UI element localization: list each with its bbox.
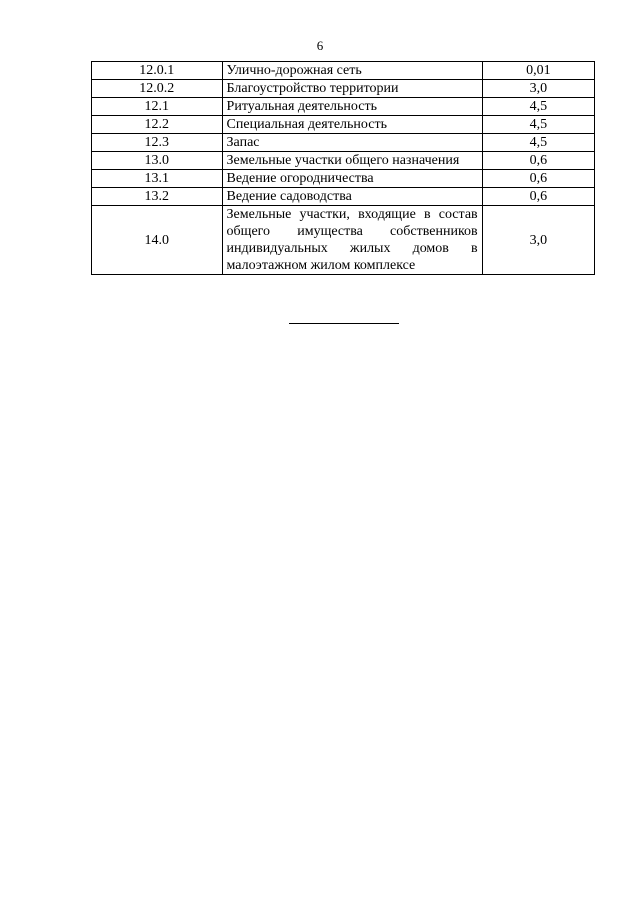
row-name: Ведение огородничества [222,170,482,188]
table-row [92,206,595,275]
row-code: 12.3 [92,134,223,152]
row-code: 13.1 [92,170,223,188]
table-row [92,98,595,116]
row-code: 12.0.2 [92,80,223,98]
row-code: 12.1 [92,98,223,116]
row-value: 4,5 [482,116,594,134]
table-row [92,80,595,98]
row-name: Специальная деятельность [222,116,482,134]
row-code: 12.0.1 [92,62,223,80]
row-code: 14.0 [92,206,223,275]
row-code: 13.0 [92,152,223,170]
row-name: Запас [222,134,482,152]
row-name: Благоустройство территории [222,80,482,98]
row-name: Земельные участки, входящие в состав общего имущества собственников индивидуальных жилых домов в малоэтажном жилом комплексе [222,206,482,275]
page-number: 6 [316,38,324,53]
row-name: Ведение садоводства [222,188,482,206]
row-name: Земельные участки общего назначения [222,152,482,170]
row-value: 4,5 [482,98,594,116]
table-row [92,188,595,206]
row-value: 3,0 [482,80,594,98]
row-value: 0,6 [482,170,594,188]
row-code: 13.2 [92,188,223,206]
row-value: 0,6 [482,152,594,170]
table-row [92,62,595,80]
row-value: 0,6 [482,188,594,206]
row-value: 3,0 [482,206,594,275]
land-use-table [91,61,595,275]
row-name: Улично-дорожная сеть [222,62,482,80]
row-value: 0,01 [482,62,594,80]
table-row [92,134,595,152]
row-code: 12.2 [92,116,223,134]
row-name: Ритуальная деятельность [222,98,482,116]
table-row [92,116,595,134]
table-row [92,152,595,170]
table-row [92,170,595,188]
end-separator-line [289,323,399,324]
row-value: 4,5 [482,134,594,152]
